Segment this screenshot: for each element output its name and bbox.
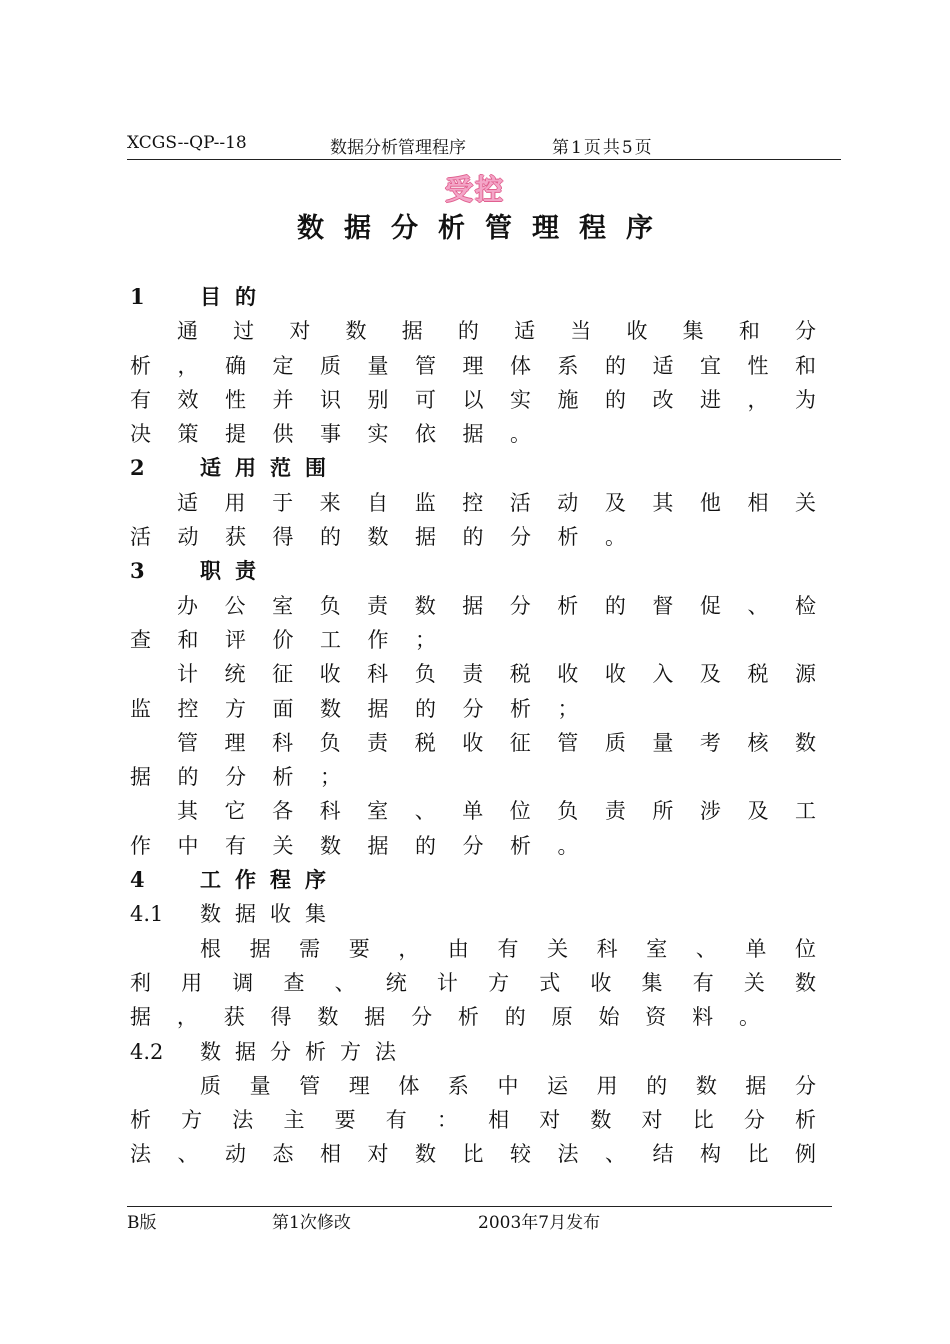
subsection-heading bbox=[130, 897, 816, 931]
section-title: 适用范围 bbox=[200, 455, 340, 481]
revision-label: 第1次修改 bbox=[272, 1213, 351, 1233]
paragraph-line: 根据需要，由有关科室、单位 bbox=[200, 936, 816, 961]
paragraph-line: 作中有关数据的分析。 bbox=[130, 833, 605, 858]
paragraph-line: 监控方面数据的分析； bbox=[130, 696, 605, 721]
doc-name-header: 数据分析管理程序 bbox=[330, 138, 466, 158]
section-number: 4 bbox=[130, 867, 145, 893]
paragraph-line: 决策提供事实依据。 bbox=[130, 422, 558, 447]
paragraph-line: 据，获得数据分析的原始资料。 bbox=[130, 1005, 760, 1030]
subsection-title: 数据收集 bbox=[200, 902, 340, 927]
document-body bbox=[130, 280, 816, 1172]
page-number: 第1页共5页 bbox=[552, 138, 654, 158]
section-heading bbox=[130, 863, 816, 897]
paragraph-line: 管理科负责税收征管质量考核数 bbox=[177, 730, 816, 755]
section-number: 2 bbox=[130, 455, 145, 481]
footer-rule bbox=[127, 1206, 832, 1207]
release-date: 2003年7月发布 bbox=[478, 1213, 601, 1233]
subsection-number: 4.2 bbox=[130, 1039, 164, 1064]
section-heading bbox=[130, 451, 816, 485]
version-label: B版 bbox=[127, 1213, 157, 1233]
paragraph-line: 适用于来自监控活动及其他相关 bbox=[177, 490, 816, 515]
section-heading bbox=[130, 554, 816, 588]
header-rule bbox=[127, 159, 841, 160]
subsection-title: 数据分析方法 bbox=[200, 1039, 410, 1064]
paragraph-line: 办公室负责数据分析的督促、检 bbox=[177, 593, 816, 618]
paragraph-line: 析，确定质量管理体系的适宜性和 bbox=[130, 353, 816, 378]
doc-code: XCGS--QP--18 bbox=[127, 133, 247, 153]
paragraph-line: 质量管理体系中运用的数据分 bbox=[200, 1073, 816, 1098]
paragraph-line: 利用调查、统计方式收集有关数 bbox=[130, 970, 816, 995]
section-title: 目的 bbox=[200, 284, 270, 309]
document-title: 数据分析管理程序 bbox=[297, 213, 673, 244]
paragraph-line: 查和评价工作； bbox=[130, 627, 463, 652]
controlled-stamp: 受控 bbox=[444, 173, 505, 206]
paragraph-line: 其它各科室、单位负责所涉及工 bbox=[177, 799, 816, 824]
paragraph-line: 据的分析； bbox=[130, 765, 368, 790]
paragraph-line: 析方法主要有：相对数对比分析 bbox=[130, 1108, 816, 1133]
section-title: 工作程序 bbox=[200, 867, 340, 893]
section-number: 1 bbox=[130, 284, 145, 309]
paragraph-line: 活动获得的数据的分析。 bbox=[130, 525, 653, 550]
paragraph-line: 计统征收科负责税收收入及税源 bbox=[177, 662, 816, 687]
paragraph-line: 有效性并识别可以实施的改进，为 bbox=[130, 387, 816, 412]
paragraph-line: 通过对数据的适当收集和分 bbox=[177, 319, 816, 344]
section-title: 职责 bbox=[200, 558, 270, 584]
subsection-heading bbox=[130, 1035, 816, 1069]
paragraph-line: 法、动态相对数比较法、结构比例 bbox=[130, 1142, 816, 1167]
section-heading bbox=[130, 280, 816, 314]
section-number: 3 bbox=[130, 558, 145, 584]
subsection-number: 4.1 bbox=[130, 902, 164, 927]
